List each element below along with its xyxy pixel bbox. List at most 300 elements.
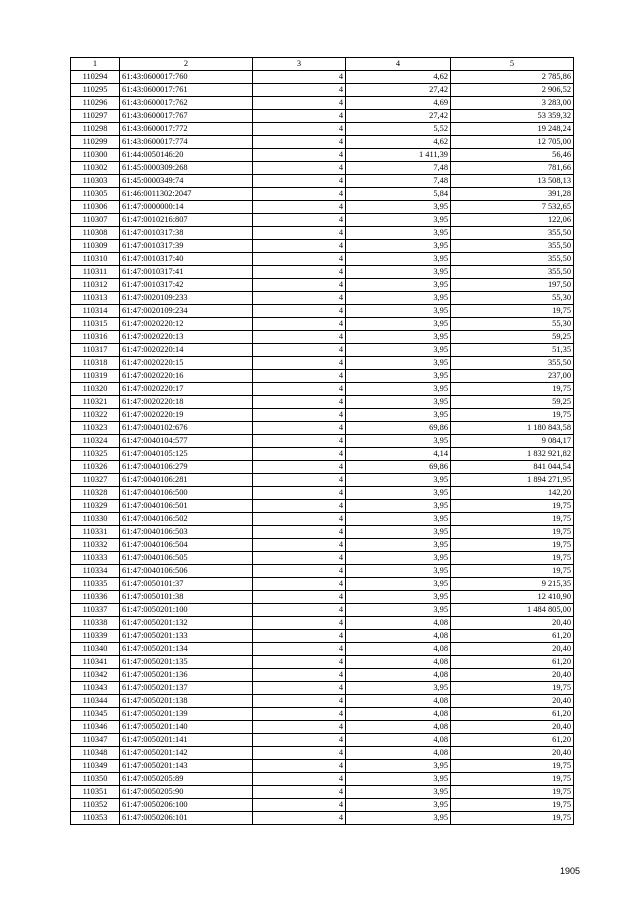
- cell-col-5: 781,66: [451, 162, 574, 175]
- cell-col-2: 61:43:0600017:762: [120, 97, 253, 110]
- table-row: [71, 617, 574, 630]
- cell-col-1: 110320: [71, 383, 120, 396]
- cell-col-4: 3,95: [346, 201, 451, 214]
- cell-col-2: 61:43:0600017:772: [120, 123, 253, 136]
- cell-col-1: 110326: [71, 461, 120, 474]
- cell-col-1: 110330: [71, 513, 120, 526]
- cell-col-4: 69,86: [346, 422, 451, 435]
- cell-col-4: 3,95: [346, 279, 451, 292]
- table-row: [71, 799, 574, 812]
- cell-col-1: 110318: [71, 357, 120, 370]
- cell-col-5: 53 359,32: [451, 110, 574, 123]
- cell-col-5: 61,20: [451, 630, 574, 643]
- cell-col-1: 110335: [71, 578, 120, 591]
- cell-col-3: 4: [253, 149, 346, 162]
- cell-col-5: 19,75: [451, 539, 574, 552]
- cell-col-1: 110313: [71, 292, 120, 305]
- cell-col-5: 19,75: [451, 812, 574, 825]
- cell-col-2: 61:47:0040106:281: [120, 474, 253, 487]
- cell-col-3: 4: [253, 552, 346, 565]
- cell-col-5: 2 785,86: [451, 71, 574, 84]
- cell-col-3: 4: [253, 812, 346, 825]
- cell-col-4: 3,95: [346, 435, 451, 448]
- table-row: [71, 214, 574, 227]
- table-row: [71, 201, 574, 214]
- cell-col-3: 4: [253, 305, 346, 318]
- cell-col-1: 110316: [71, 331, 120, 344]
- table-row: [71, 604, 574, 617]
- cell-col-5: 1 832 921,82: [451, 448, 574, 461]
- page-number: 1905: [560, 866, 581, 876]
- cell-col-2: 61:47:0010317:40: [120, 253, 253, 266]
- cell-col-3: 4: [253, 708, 346, 721]
- cell-col-2: 61:47:0050201:137: [120, 682, 253, 695]
- cell-col-4: 3,95: [346, 331, 451, 344]
- cell-col-1: 110307: [71, 214, 120, 227]
- cell-col-4: 4,08: [346, 669, 451, 682]
- table-row: [71, 591, 574, 604]
- cell-col-2: 61:46:0011302:2047: [120, 188, 253, 201]
- cell-col-3: 4: [253, 97, 346, 110]
- table-row: [71, 669, 574, 682]
- cell-col-4: 3,95: [346, 539, 451, 552]
- table-row: [71, 435, 574, 448]
- cell-col-5: 19,75: [451, 513, 574, 526]
- cell-col-2: 61:47:0020220:18: [120, 396, 253, 409]
- table-row: [71, 513, 574, 526]
- cell-col-2: 61:45:0000309:268: [120, 162, 253, 175]
- cell-col-3: 4: [253, 760, 346, 773]
- table-row: [71, 383, 574, 396]
- cell-col-4: 7,48: [346, 175, 451, 188]
- cell-col-5: 19,75: [451, 565, 574, 578]
- cell-col-3: 4: [253, 136, 346, 149]
- cell-col-3: 4: [253, 214, 346, 227]
- cell-col-1: 110294: [71, 71, 120, 84]
- column-header-5: 5: [451, 58, 574, 71]
- cell-col-5: 19,75: [451, 500, 574, 513]
- cell-col-2: 61:47:0020220:12: [120, 318, 253, 331]
- cell-col-4: 27,42: [346, 84, 451, 97]
- cell-col-2: 61:47:0050201:133: [120, 630, 253, 643]
- table-row: [71, 422, 574, 435]
- cell-col-3: 4: [253, 162, 346, 175]
- cell-col-3: 4: [253, 747, 346, 760]
- cell-col-5: 1 180 843,58: [451, 422, 574, 435]
- cell-col-2: 61:45:0000349:74: [120, 175, 253, 188]
- cell-col-5: 122,06: [451, 214, 574, 227]
- cell-col-1: 110345: [71, 708, 120, 721]
- table-row: [71, 539, 574, 552]
- cell-col-5: 19,75: [451, 383, 574, 396]
- cell-col-2: 61:43:0600017:761: [120, 84, 253, 97]
- table-row: [71, 630, 574, 643]
- cell-col-4: 3,95: [346, 500, 451, 513]
- table-row: [71, 643, 574, 656]
- table-row: [71, 786, 574, 799]
- cell-col-1: 110344: [71, 695, 120, 708]
- cell-col-4: 3,95: [346, 578, 451, 591]
- cell-col-5: 55,30: [451, 292, 574, 305]
- cell-col-5: 19,75: [451, 305, 574, 318]
- cell-col-2: 61:47:0040102:676: [120, 422, 253, 435]
- cell-col-1: 110315: [71, 318, 120, 331]
- cell-col-2: 61:47:0050201:134: [120, 643, 253, 656]
- cell-col-5: 20,40: [451, 643, 574, 656]
- cell-col-2: 61:47:0040105:125: [120, 448, 253, 461]
- cell-col-1: 110308: [71, 227, 120, 240]
- cell-col-2: 61:47:0050205:89: [120, 773, 253, 786]
- cell-col-5: 19,75: [451, 760, 574, 773]
- cell-col-3: 4: [253, 500, 346, 513]
- cell-col-3: 4: [253, 435, 346, 448]
- cell-col-4: 3,95: [346, 513, 451, 526]
- cell-col-4: 4,08: [346, 643, 451, 656]
- cell-col-4: 4,08: [346, 617, 451, 630]
- table-row: [71, 71, 574, 84]
- table-row: [71, 253, 574, 266]
- cell-col-2: 61:47:0050201:142: [120, 747, 253, 760]
- cell-col-3: 4: [253, 513, 346, 526]
- cell-col-4: 3,95: [346, 318, 451, 331]
- table-row: [71, 474, 574, 487]
- cell-col-3: 4: [253, 279, 346, 292]
- cell-col-3: 4: [253, 448, 346, 461]
- cell-col-1: 110297: [71, 110, 120, 123]
- table-row: [71, 331, 574, 344]
- cell-col-3: 4: [253, 786, 346, 799]
- cell-col-3: 4: [253, 422, 346, 435]
- cell-col-4: 4,08: [346, 695, 451, 708]
- cell-col-4: 3,95: [346, 344, 451, 357]
- cell-col-2: 61:47:0020220:19: [120, 409, 253, 422]
- cell-col-4: 3,95: [346, 253, 451, 266]
- cell-col-1: 110312: [71, 279, 120, 292]
- cell-col-4: 5,52: [346, 123, 451, 136]
- cell-col-1: 110311: [71, 266, 120, 279]
- table-row: [71, 240, 574, 253]
- table-row: [71, 123, 574, 136]
- cell-col-2: 61:47:0050201:135: [120, 656, 253, 669]
- cell-col-5: 61,20: [451, 734, 574, 747]
- cell-col-4: 7,48: [346, 162, 451, 175]
- cell-col-3: 4: [253, 799, 346, 812]
- table-row: [71, 344, 574, 357]
- cell-col-5: 355,50: [451, 227, 574, 240]
- cell-col-2: 61:47:0050101:38: [120, 591, 253, 604]
- cell-col-3: 4: [253, 344, 346, 357]
- cell-col-4: 3,95: [346, 227, 451, 240]
- cell-col-5: 841 044,54: [451, 461, 574, 474]
- cell-col-2: 61:43:0600017:774: [120, 136, 253, 149]
- cell-col-3: 4: [253, 71, 346, 84]
- table-row: [71, 266, 574, 279]
- cell-col-4: 3,95: [346, 604, 451, 617]
- cell-col-5: 142,20: [451, 487, 574, 500]
- cell-col-1: 110306: [71, 201, 120, 214]
- table-row: [71, 812, 574, 825]
- cell-col-1: 110309: [71, 240, 120, 253]
- cell-col-5: 355,50: [451, 357, 574, 370]
- table-row: [71, 188, 574, 201]
- table-row: [71, 110, 574, 123]
- table-row: [71, 448, 574, 461]
- cell-col-1: 110310: [71, 253, 120, 266]
- cell-col-2: 61:47:0010317:38: [120, 227, 253, 240]
- cell-col-1: 110353: [71, 812, 120, 825]
- cell-col-1: 110322: [71, 409, 120, 422]
- cell-col-3: 4: [253, 734, 346, 747]
- cell-col-1: 110299: [71, 136, 120, 149]
- cell-col-4: 3,95: [346, 383, 451, 396]
- cell-col-3: 4: [253, 188, 346, 201]
- cell-col-3: 4: [253, 253, 346, 266]
- table-body: [71, 71, 574, 825]
- cell-col-4: 3,95: [346, 370, 451, 383]
- cell-col-3: 4: [253, 123, 346, 136]
- table-row: [71, 318, 574, 331]
- cell-col-4: 3,95: [346, 357, 451, 370]
- cell-col-1: 110317: [71, 344, 120, 357]
- cell-col-3: 4: [253, 396, 346, 409]
- cell-col-3: 4: [253, 578, 346, 591]
- cell-col-1: 110332: [71, 539, 120, 552]
- table-row: [71, 760, 574, 773]
- cell-col-4: 3,95: [346, 682, 451, 695]
- cell-col-1: 110341: [71, 656, 120, 669]
- cell-col-2: 61:47:0040106:505: [120, 552, 253, 565]
- cell-col-2: 61:47:0040106:504: [120, 539, 253, 552]
- cell-col-3: 4: [253, 721, 346, 734]
- cell-col-1: 110325: [71, 448, 120, 461]
- cell-col-2: 61:47:0050201:136: [120, 669, 253, 682]
- cell-col-3: 4: [253, 617, 346, 630]
- cell-col-4: 3,95: [346, 214, 451, 227]
- cell-col-3: 4: [253, 682, 346, 695]
- cell-col-2: 61:47:0040106:502: [120, 513, 253, 526]
- cell-col-5: 355,50: [451, 266, 574, 279]
- cell-col-1: 110352: [71, 799, 120, 812]
- cell-col-2: 61:47:0020220:15: [120, 357, 253, 370]
- cell-col-3: 4: [253, 370, 346, 383]
- cell-col-5: 12 705,00: [451, 136, 574, 149]
- cell-col-4: 4,62: [346, 71, 451, 84]
- cell-col-3: 4: [253, 591, 346, 604]
- table-row: [71, 357, 574, 370]
- cell-col-1: 110323: [71, 422, 120, 435]
- table-row: [71, 227, 574, 240]
- cell-col-2: 61:47:0000000:14: [120, 201, 253, 214]
- cell-col-2: 61:47:0010317:41: [120, 266, 253, 279]
- cell-col-4: 3,95: [346, 786, 451, 799]
- cell-col-5: 56,46: [451, 149, 574, 162]
- table-row: [71, 409, 574, 422]
- cell-col-3: 4: [253, 565, 346, 578]
- cell-col-2: 61:47:0050201:143: [120, 760, 253, 773]
- cell-col-1: 110324: [71, 435, 120, 448]
- cell-col-3: 4: [253, 110, 346, 123]
- cell-col-5: 55,30: [451, 318, 574, 331]
- cell-col-2: 61:47:0050201:141: [120, 734, 253, 747]
- cell-col-1: 110295: [71, 84, 120, 97]
- cell-col-4: 4,08: [346, 734, 451, 747]
- cell-col-5: 59,25: [451, 396, 574, 409]
- cell-col-5: 355,50: [451, 240, 574, 253]
- cell-col-5: 1 484 805,00: [451, 604, 574, 617]
- table-row: [71, 487, 574, 500]
- cell-col-1: 110346: [71, 721, 120, 734]
- cell-col-1: 110339: [71, 630, 120, 643]
- cell-col-1: 110327: [71, 474, 120, 487]
- cell-col-2: 61:47:0020220:16: [120, 370, 253, 383]
- table-row: [71, 682, 574, 695]
- table-row: [71, 552, 574, 565]
- cell-col-2: 61:47:0040106:501: [120, 500, 253, 513]
- cell-col-5: 20,40: [451, 669, 574, 682]
- cell-col-1: 110348: [71, 747, 120, 760]
- table-row: [71, 279, 574, 292]
- cell-col-1: 110319: [71, 370, 120, 383]
- cell-col-4: 27,42: [346, 110, 451, 123]
- cell-col-5: 61,20: [451, 656, 574, 669]
- cell-col-5: 237,00: [451, 370, 574, 383]
- cell-col-2: 61:47:0050201:138: [120, 695, 253, 708]
- cell-col-1: 110333: [71, 552, 120, 565]
- cell-col-3: 4: [253, 240, 346, 253]
- cell-col-2: 61:47:0020109:234: [120, 305, 253, 318]
- cell-col-5: 61,20: [451, 708, 574, 721]
- cell-col-5: 19 248,24: [451, 123, 574, 136]
- cell-col-1: 110349: [71, 760, 120, 773]
- cell-col-1: 110340: [71, 643, 120, 656]
- cell-col-2: 61:47:0040104:577: [120, 435, 253, 448]
- table-row: [71, 175, 574, 188]
- cell-col-2: 61:43:0600017:767: [120, 110, 253, 123]
- cell-col-1: 110342: [71, 669, 120, 682]
- cell-col-2: 61:47:0050205:90: [120, 786, 253, 799]
- table-row: [71, 162, 574, 175]
- cell-col-5: 3 283,00: [451, 97, 574, 110]
- cell-col-1: 110305: [71, 188, 120, 201]
- table-row: [71, 370, 574, 383]
- cell-col-1: 110329: [71, 500, 120, 513]
- cell-col-4: 4,08: [346, 656, 451, 669]
- data-table: [70, 57, 574, 825]
- cell-col-1: 110314: [71, 305, 120, 318]
- table-row: [71, 656, 574, 669]
- cell-col-5: 7 532,65: [451, 201, 574, 214]
- cell-col-4: 1 411,39: [346, 149, 451, 162]
- table-row: [71, 292, 574, 305]
- cell-col-5: 20,40: [451, 617, 574, 630]
- cell-col-5: 19,75: [451, 552, 574, 565]
- table-row: [71, 84, 574, 97]
- table-row: [71, 708, 574, 721]
- cell-col-5: 197,50: [451, 279, 574, 292]
- cell-col-3: 4: [253, 773, 346, 786]
- cell-col-1: 110321: [71, 396, 120, 409]
- cell-col-4: 3,95: [346, 799, 451, 812]
- cell-col-4: 5,84: [346, 188, 451, 201]
- table-row: [71, 461, 574, 474]
- cell-col-3: 4: [253, 669, 346, 682]
- cell-col-5: 19,75: [451, 682, 574, 695]
- cell-col-4: 69,86: [346, 461, 451, 474]
- cell-col-1: 110338: [71, 617, 120, 630]
- cell-col-4: 4,08: [346, 721, 451, 734]
- table-row: [71, 149, 574, 162]
- cell-col-4: 3,95: [346, 396, 451, 409]
- column-header-2: 2: [120, 58, 253, 71]
- cell-col-4: 3,95: [346, 552, 451, 565]
- cell-col-5: 20,40: [451, 721, 574, 734]
- cell-col-5: 19,75: [451, 786, 574, 799]
- cell-col-2: 61:47:0020220:13: [120, 331, 253, 344]
- cell-col-3: 4: [253, 643, 346, 656]
- cell-col-1: 110302: [71, 162, 120, 175]
- cell-col-4: 3,95: [346, 526, 451, 539]
- cell-col-3: 4: [253, 175, 346, 188]
- cell-col-4: 4,69: [346, 97, 451, 110]
- cell-col-1: 110328: [71, 487, 120, 500]
- cell-col-1: 110298: [71, 123, 120, 136]
- cell-col-2: 61:44:0050146:20: [120, 149, 253, 162]
- cell-col-3: 4: [253, 331, 346, 344]
- cell-col-4: 3,95: [346, 305, 451, 318]
- cell-col-2: 61:47:0050206:100: [120, 799, 253, 812]
- cell-col-3: 4: [253, 474, 346, 487]
- cell-col-3: 4: [253, 266, 346, 279]
- cell-col-4: 3,95: [346, 565, 451, 578]
- cell-col-1: 110350: [71, 773, 120, 786]
- cell-col-5: 19,75: [451, 799, 574, 812]
- table-row: [71, 578, 574, 591]
- cell-col-3: 4: [253, 84, 346, 97]
- cell-col-3: 4: [253, 461, 346, 474]
- cell-col-1: 110303: [71, 175, 120, 188]
- table-row: [71, 526, 574, 539]
- table-row: [71, 695, 574, 708]
- cell-col-2: 61:47:0010317:42: [120, 279, 253, 292]
- cell-col-3: 4: [253, 604, 346, 617]
- cell-col-3: 4: [253, 695, 346, 708]
- cell-col-2: 61:47:0020220:17: [120, 383, 253, 396]
- cell-col-5: 20,40: [451, 695, 574, 708]
- cell-col-1: 110343: [71, 682, 120, 695]
- column-header-3: 3: [253, 58, 346, 71]
- cell-col-5: 2 906,52: [451, 84, 574, 97]
- cell-col-1: 110336: [71, 591, 120, 604]
- cell-col-2: 61:47:0050206:101: [120, 812, 253, 825]
- cell-col-2: 61:47:0050101:37: [120, 578, 253, 591]
- cell-col-2: 61:47:0050201:139: [120, 708, 253, 721]
- cell-col-2: 61:47:0040106:279: [120, 461, 253, 474]
- cell-col-5: 12 410,90: [451, 591, 574, 604]
- cell-col-1: 110331: [71, 526, 120, 539]
- cell-col-2: 61:47:0010317:39: [120, 240, 253, 253]
- table-row: [71, 500, 574, 513]
- cell-col-4: 3,95: [346, 266, 451, 279]
- cell-col-1: 110347: [71, 734, 120, 747]
- cell-col-5: 19,75: [451, 773, 574, 786]
- cell-col-4: 3,95: [346, 773, 451, 786]
- cell-col-5: 51,35: [451, 344, 574, 357]
- table-row: [71, 305, 574, 318]
- cell-col-3: 4: [253, 539, 346, 552]
- cell-col-2: 61:47:0050201:140: [120, 721, 253, 734]
- table-row: [71, 747, 574, 760]
- cell-col-3: 4: [253, 292, 346, 305]
